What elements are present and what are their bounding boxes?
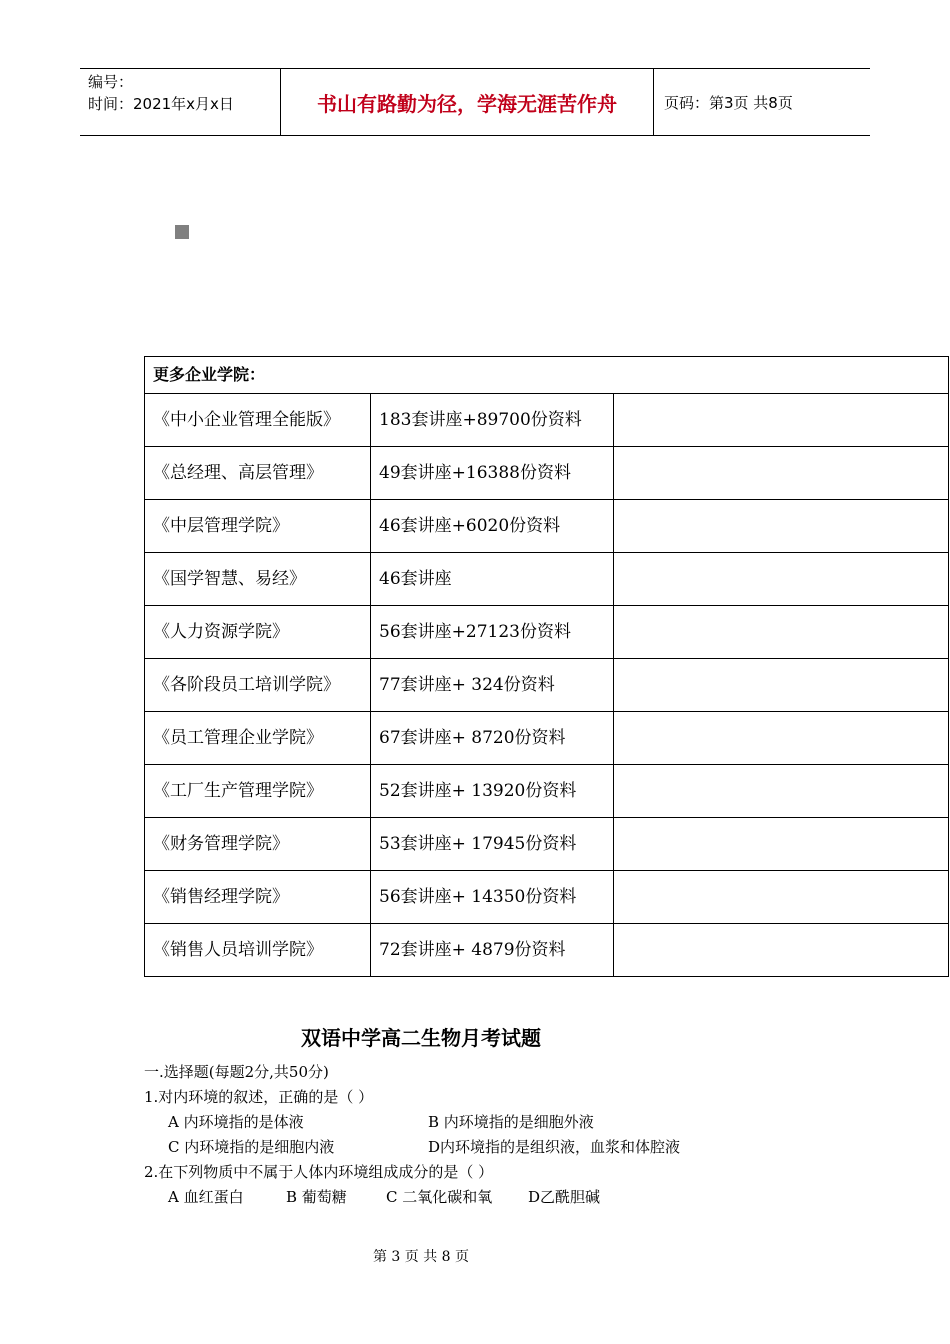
header-meta [80,69,281,135]
q2-option-c: C 二氧化碳和氧 [386,1188,493,1206]
question-1-options-row-1 [144,1110,680,1135]
courses-caption-row [145,357,949,394]
exam-title: 双语中学高二生物月考试题 [301,1026,541,1050]
course-info: 46套讲座+6020份资料 [371,500,614,553]
course-info: 67套讲座+ 8720份资料 [371,712,614,765]
empty-cell [614,447,949,500]
page-header [80,68,870,136]
q2-option-b: B 葡萄糖 [286,1188,347,1206]
header-page-label: 页码：第3页 共8页 [664,93,793,112]
table-row [145,606,949,659]
exam-body [144,1060,680,1210]
question-1-stem: 1.对内环境的叙述，正确的是（ ） [144,1088,374,1106]
course-info: 56套讲座+ 14350份资料 [371,871,614,924]
empty-cell [614,871,949,924]
course-name: 《中层管理学院》 [145,500,371,553]
empty-cell [614,553,949,606]
table-row [145,924,949,977]
page-footer: 第 3 页 共 8 页 [372,1249,470,1265]
course-name: 《中小企业管理全能版》 [145,394,371,447]
question-2-options [144,1185,680,1210]
q1-option-c: C 内环境指的是细胞内液 [168,1138,335,1156]
empty-cell [614,500,949,553]
table-row [145,500,949,553]
table-row [145,712,949,765]
table-row [145,659,949,712]
question-2-stem: 2.在下列物质中不属于人体内环境组成成分的是（ ） [144,1163,494,1181]
course-info: 53套讲座+ 17945份资料 [371,818,614,871]
number-label: 编号： [88,73,134,91]
table-row [145,765,949,818]
table-row [145,447,949,500]
course-name: 《销售经理学院》 [145,871,371,924]
q2-option-a: A 血红蛋白 [168,1188,244,1206]
course-name: 《工厂生产管理学院》 [145,765,371,818]
q1-option-d: D内环境指的是组织液，血浆和体腔液 [428,1138,681,1156]
q1-option-b: B 内环境指的是细胞外液 [428,1113,594,1131]
course-name: 《国学智慧、易经》 [145,553,371,606]
empty-cell [614,606,949,659]
courses-body [145,394,949,977]
empty-cell [614,659,949,712]
course-name: 《各阶段员工培训学院》 [145,659,371,712]
course-info: 183套讲座+89700份资料 [371,394,614,447]
course-name: 《员工管理企业学院》 [145,712,371,765]
table-row [145,553,949,606]
table-row [145,818,949,871]
courses-caption: 更多企业学院： [145,357,949,394]
square-bullet-icon [175,225,189,239]
empty-cell [614,924,949,977]
q2-option-d: D乙酰胆碱 [528,1188,601,1206]
header-motto: 书山有路勤为径，学海无涯苦作舟 [281,69,654,135]
course-info: 46套讲座 [371,553,614,606]
q1-option-a: A 内环境指的是体液 [168,1113,304,1131]
question-1-options-row-2 [144,1135,680,1160]
section-heading: 一.选择题(每题2分,共50分) [144,1063,329,1081]
course-info: 77套讲座+ 324份资料 [371,659,614,712]
table-row [145,871,949,924]
course-info: 49套讲座+16388份资料 [371,447,614,500]
course-info: 72套讲座+ 4879份资料 [371,924,614,977]
empty-cell [614,765,949,818]
course-info: 56套讲座+27123份资料 [371,606,614,659]
table-row [145,394,949,447]
course-name: 《销售人员培训学院》 [145,924,371,977]
course-name: 《财务管理学院》 [145,818,371,871]
empty-cell [614,394,949,447]
course-name: 《总经理、高层管理》 [145,447,371,500]
time-label: 时间：2021年x月x日 [88,95,234,113]
empty-cell [614,712,949,765]
courses-table [144,356,949,977]
empty-cell [614,818,949,871]
course-name: 《人力资源学院》 [145,606,371,659]
course-info: 52套讲座+ 13920份资料 [371,765,614,818]
